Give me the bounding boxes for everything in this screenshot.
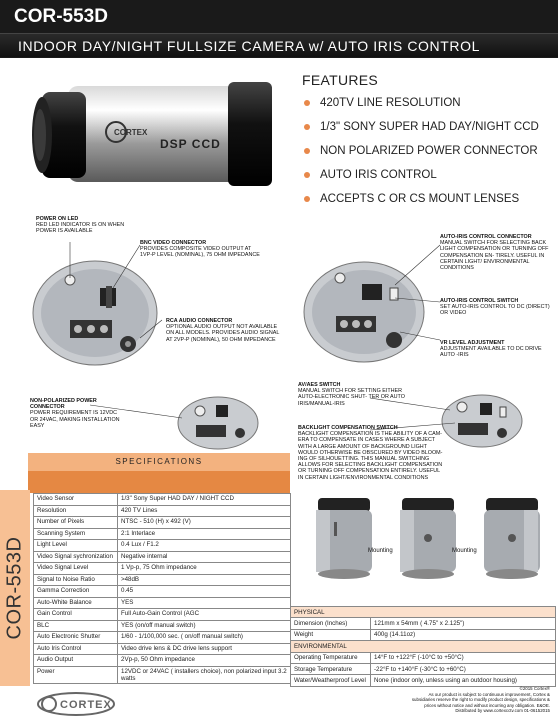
specifications-title-bar [28, 453, 290, 471]
feature-item: NON POLARIZED POWER CONNECTOR [304, 143, 554, 167]
feature-item: 1/3" SONY SUPER HAD DAY/NIGHT CCD [304, 119, 554, 143]
feature-item: ACCEPTS C OR CS MOUNT LENSES [304, 191, 554, 215]
rear-panel-right-image [300, 258, 428, 366]
specifications-accent-band [28, 471, 290, 493]
annotation-bnc: BNC VIDEO CONNECTOR PROVIDES COMPOSITE VIDEO OUTPUT AT 1VP-P LEVEL (NOMINAL), 75 OHM IMPEDANCE [140, 240, 260, 259]
table-row: Gain Control Full Auto-Gain Control (AGC [34, 609, 291, 621]
bullet-icon [304, 172, 310, 178]
table-row: BLC YES (on/off manual switch) [34, 620, 291, 632]
table-row: Number of Pixels NTSC - 510 (H) x 492 (V) [34, 517, 291, 529]
table-row: Video Signal Level 1 Vp-p, 75 Ohm impedance [34, 563, 291, 575]
rear-panel-small-right-image [440, 393, 524, 449]
table-row: Video Signal sychronization Negative internal [34, 551, 291, 563]
table-row: Signal to Noise Ratio >48dB [34, 574, 291, 586]
feature-item: 420TV LINE RESOLUTION [304, 95, 554, 119]
mounting-label: Mounting [368, 548, 393, 554]
table-row: Resolution 420 TV Lines [34, 505, 291, 517]
annotation-aes: AV/AES SWITCH MANUAL SWITCH FOR SETTING EITHER AUTO-ELECTRONIC SHUT- TER OR AUTO IRIS/MANUAL-IRIS [298, 382, 405, 407]
table-row: Power 12VDC or 24VAC ( installers choice), non polarized input 3.2 watts [34, 666, 291, 683]
table-row: Storage Temperature -22°F to +140°F (-30°C to +60°C) [291, 663, 556, 674]
annotation-rca: RCA AUDIO CONNECTOR OPTIONAL AUDIO OUTPUT NOT AVAILABLE ON ALL MODELS. PROVIDES AUDIO SIGNAL AT 2VP-P (NOMINAL), 50 OHM IMPEDANCE [166, 318, 280, 343]
side-tab-model: COR-553D [3, 536, 26, 640]
logo-text: CORTEX [60, 699, 112, 711]
table-row: Video Sensor 1/3" Sony Super HAD DAY / NIGHT CCD [34, 494, 291, 506]
table-row: ENVIRONMENTAL [291, 641, 556, 652]
table-row: Light Level 0.4 Lux / F1.2 [34, 540, 291, 552]
physical-table [290, 606, 556, 687]
camera-brand-text: CORTEX [114, 128, 148, 137]
bullet-icon [304, 100, 310, 106]
features-list [304, 95, 554, 215]
table-row: Scanning System 2:1 Interlace [34, 528, 291, 540]
table-row: Weight 400g (14.11oz) [291, 629, 556, 640]
camera-label-text: DSP CCD [160, 137, 221, 151]
table-row: Auto Electronic Shutter 1/60 - 1/100,000 sec. ( on/off manual switch) [34, 632, 291, 644]
table-row: Audio Output 2Vp-p, 50 Ohm impedance [34, 655, 291, 667]
table-row: PHYSICAL [291, 607, 556, 618]
cortex-logo [36, 691, 116, 717]
model-title: COR-553D [14, 6, 108, 27]
table-row: Gamma Correction 0.45 [34, 586, 291, 598]
annotation-blc: BACKLIGHT COMPENSATION SWITCH BACKLIGHT COMPENSATION IS THE ABILITY OF A CAM- ERA TO COMPENSATE IN CASES WHERE A SUBJECT WITH A LARGE AMOUNT OF BACKGROUND LIGHT WOULD OTHERWISE BE OBSCURED BY VIDEO BLOOM- ING OF SILHOUETTING. THIS MANUAL SWITCHING ALLOWS FOR SELECTING BACKLIGHT COMPENSATION OR TURNING OFF COMPENSATION ENTIRELY. USEFUL IN CERTAIN LIGHT/ENVIRONMENTAL CONDITIONS [298, 425, 443, 481]
mounting-label: Mounting [452, 548, 477, 554]
subtitle-bar [0, 33, 558, 57]
table-row: Water/Weatherproof Level None (indoor only, unless using an outdoor housing) [291, 675, 556, 686]
features-title: FEATURES [302, 72, 379, 88]
specifications-title: SPECIFICATIONS [115, 457, 203, 466]
annotation-auto-iris-switch: AUTO-IRIS CONTROL SWITCH SET AUTO-IRIS CONTROL TO DC (DIRECT) OR VIDEO [440, 298, 550, 317]
bullet-icon [304, 148, 310, 154]
annotation-vr-level: VR LEVEL ADJUSTMENT ADJUSTMENT AVAILABLE TO DC DRIVE AUTO -IRIS [440, 340, 542, 359]
bullet-icon [304, 196, 310, 202]
side-tab [0, 490, 30, 686]
camera-side-view-image [312, 494, 376, 580]
table-row: Dimension (Inches) 121mm x 54mm ( 4.75" x 2.125") [291, 618, 556, 629]
camera-mount-view-2-image [480, 494, 544, 580]
annotation-power-led: POWER ON LED RED LED INDICATOR IS ON WHEN POWER IS AVAILABLE [36, 216, 125, 235]
footer-legal: ©2015 Cortex® As our product is subject to continuous improvement, Cortex & subsidiaries reserve the right to modify product design, specifications & prices without notice and without incurring any obligation. E&OE. Distributed by www.cortexcctv.com 01-06152015 [411, 686, 550, 714]
camera-mount-view-1-image [396, 494, 460, 580]
table-row: Auto-White Balance YES [34, 597, 291, 609]
camera-product-image [28, 72, 288, 197]
annotation-auto-iris-connector: AUTO-IRIS CONTROL CONNECTOR MANUAL SWITCH FOR SELECTING BACK LIGHT COMPENSATION OR TURNING OFF COMPENSATION EN- TIRELY. USEFUL IN CERTAIN LIGHT/ ENVIRONMENTAL CONDITIONS [440, 234, 549, 272]
table-row: Auto Iris Control Video drive lens & DC drive lens support [34, 643, 291, 655]
table-row: Operating Temperature 14°F to +122°F (-10°C to +50°C) [291, 652, 556, 663]
specifications-table [33, 493, 291, 684]
bullet-icon [304, 124, 310, 130]
feature-item: AUTO IRIS CONTROL [304, 167, 554, 191]
rear-panel-left-image [30, 258, 160, 368]
product-subtitle: INDOOR DAY/NIGHT FULLSIZE CAMERA w/ AUTO IRIS CONTROL [18, 38, 480, 54]
header-bar [0, 0, 558, 58]
rear-panel-small-left-image [176, 395, 260, 451]
annotation-non-polarized: NON-POLARIZED POWER CONNECTOR POWER REQUIREMENT IS 12VDC OR 24VAC, MAKING INSTALLATION EASY [30, 398, 120, 429]
